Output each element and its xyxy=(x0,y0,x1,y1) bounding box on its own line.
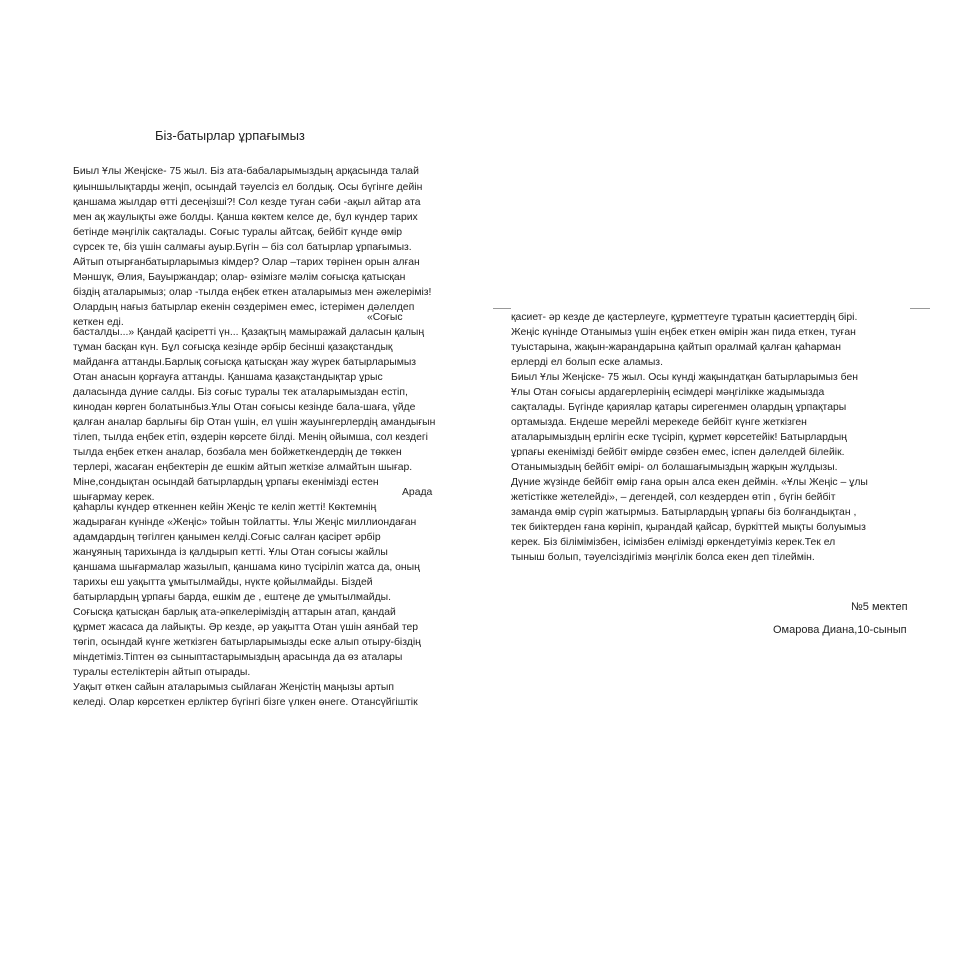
left-text-line: мен ақ жаулықты әже болды. Қанша көктем келсе де, бұл күндер тарих xyxy=(73,212,418,223)
left-text-line: Мәншүк, Әлия, Бауыржандар; олар- өзімізге мәлім соғысқа қатысқан xyxy=(73,272,406,283)
left-text-line: міндетіміз.Тіптен өз сыныптастарымыздың арасында да өз аталары xyxy=(73,652,403,663)
left-text-line: шығармау керек. xyxy=(73,492,155,503)
right-text-line: Дүние жүзінде бейбіт өмір ғана орын алса екен деймін. «Ұлы Жеңіс – ұлы xyxy=(511,477,868,488)
left-text-line: қаншама жылдар өтті десеңізші?! Сол кезде туған сәби -ақыл айтар ата xyxy=(73,197,421,208)
left-text-line: басталды...» Қандай қасіретті үн... Қазақтың мамыражай даласын қалың xyxy=(73,327,425,338)
left-text-line: Отан анасын қорғауға аттанды. Қаншама қазақстандықтар ұрыс xyxy=(73,372,383,383)
left-text-line: Айтып отырғанбатырларымыз кімдер? Олар –тарих төрінен орын алған xyxy=(73,257,420,268)
left-text-line: батырлардың ұрпағы барда, ешкім де , ештеңе де ұмытылмайды. xyxy=(73,592,392,603)
left-text-line: қаһарлы күндер өткеннен кейін Жеңіс те келіп жетті! Көктемнің xyxy=(73,502,377,513)
left-text-line: төгіп, осындай күнге жеткізген батырларымызды еске алып отыру-біздің xyxy=(73,637,421,648)
left-text-line: терлері, жасаған еңбектерін де ешкім айтып жеткізе алмайтын шығар. xyxy=(73,462,413,473)
page-title: Біз-батырлар ұрпағымыз xyxy=(155,128,305,143)
page-break-mark-right xyxy=(910,308,930,309)
right-text-line: Жеңіс күнінде Отанымыз үшін еңбек еткен өмірін жан пида еткен, туған xyxy=(511,327,856,338)
right-text-line: Ұлы Отан соғысы ардагерлерінің есімдері мәңгілікке жадымызда xyxy=(511,387,825,398)
left-text-line: құрмет жасаса да лайықты. Әр кезде, әр уақытта Отан үшін аянбай тер xyxy=(73,622,419,633)
right-text-line: тыныш болып, тәуелсіздігіміз мәңгілік болса екен деп тілеймін. xyxy=(511,552,815,563)
school-name: №5 мектеп xyxy=(851,601,908,613)
left-text-line: Уақыт өткен сайын аталарымыз сыйлаған Жеңістің маңызы артып xyxy=(73,682,394,693)
right-text-line: туыстарына, жақын-жарандарына қайтып оралмай қалған қаһарман xyxy=(511,342,841,353)
right-text-line: заманда өмір сүріп жатырмыз. Батырлардың ұрпағы біз болғандықтан , xyxy=(511,507,857,518)
left-text-line: адамдардың төгілген қанымен келді.Соғыс салған қасірет әрбір xyxy=(73,532,381,543)
right-text-line: Биыл Ұлы Жеңіске- 75 жыл. Осы күнді жақындатқан батырларымыз бен xyxy=(511,372,859,383)
left-text-line: қалған аналар барлығы бір Отан үшін, ел үшін жауынгерлердің амандығын xyxy=(73,417,436,428)
right-text-line: ұрпағы екенімізді бейбіт өмірде сөзбен емес, іспен дәлелдей білейік. xyxy=(511,447,845,458)
right-text-line: аталарымыздың ерлігін еске түсіріп, құрмет көрсетейік! Батырлардың xyxy=(511,432,847,443)
left-text-line: сүрсек те, біз үшін салмағы ауыр.Бүгін – біз сол батырлар ұрпағымыз. xyxy=(73,242,412,253)
page-break-mark-left xyxy=(493,308,511,309)
left-text-line: тылда еңбек еткен аналар, бозбала мен бойжеткендердің де төккен xyxy=(73,447,402,458)
left-text-line: келеді. Олар көрсеткен ерліктер бүгінгі бізге үлкен өнеге. Отансүйгіштік xyxy=(73,697,418,708)
left-text-line: кеткен еді. xyxy=(73,317,124,328)
left-text-line: қиыншылықтарды жеңіп, осындай тәуелсіз ел болдық. Осы бүгінге дейін xyxy=(73,182,423,193)
left-text-line: «Соғыс xyxy=(367,312,403,323)
left-text-line: тарихы еш уақытта ұмытылмайды, нүкте қойылмайды. Біздей xyxy=(73,577,373,588)
left-text-line: жадыраған күнінде «Жеңіс» тойын тойлатты. Ұлы Жеңіс миллиондаған xyxy=(73,517,417,528)
left-text-line: Биыл Ұлы Жеңіске- 75 жыл. Біз ата-бабаларымыздың арқасында талай xyxy=(73,166,419,177)
left-text-line: майданға аттанды.Барлық соғысқа қатысқан жау жүрек батырларымыз xyxy=(73,357,417,368)
right-text-line: Отанымыздың бейбіт өмірі- ол болашағымыздың жарқын жұлдызы. xyxy=(511,462,838,473)
left-text-line: кинодан көрген болатынбыз.Ұлы Отан соғысы кезінде бала-шаға, үйде xyxy=(73,402,416,413)
left-text-line: бетінде мәңгілік сақталады. Соғыс туралы айтсақ, бейбіт күнде өмір xyxy=(73,227,403,238)
left-text-line: қаншама шығармалар жазылып, қаншама кино түсіріліп жатса да, оның xyxy=(73,562,420,573)
right-text-line: қасиет- әр кезде де қастерлеуге, құрметтеуге тұратын қасиеттердің бірі. xyxy=(511,312,858,323)
right-text-line: сақталады. Бүгінде қариялар қатары сирегенмен олардың ұрпақтары xyxy=(511,402,847,413)
left-text-line: біздің аталарымыз; олар -тылда еңбек еткен аталарымыз мен әжелеріміз! xyxy=(73,287,432,298)
left-text-line: Арада xyxy=(402,487,433,498)
left-text-line: жанұяның тарихында із қалдырып кетті. Ұлы Отан соғысы жайлы xyxy=(73,547,388,558)
right-text-line: керек. Біз білімімізбен, ісімізбен елімізді өркендетуіміз керек.Тек ел xyxy=(511,537,836,548)
right-text-line: тек биіктерден ғана көрініп, қырандай қайсар, бүркіттей мықты болуымыз xyxy=(511,522,866,533)
author-name: Омарова Диана,10-сынып xyxy=(773,624,907,636)
left-text-line: Соғысқа қатысқан барлық ата-әпкелеріміздің аттарын атап, қандай xyxy=(73,607,396,618)
right-text-line: жетістікке жетелейді», – дегендей, сол кездерден өтіп , бүгін бейбіт xyxy=(511,492,836,503)
right-text-line: ортамызда. Ендеше мерейлі мерекеде бейбіт күнге жеткізген xyxy=(511,417,807,428)
left-text-line: Олардың нағыз батырлар екенін сөздерімен емес, істерімен дәлелдеп xyxy=(73,302,415,313)
right-text-line: ерлерді ел болып еске аламыз. xyxy=(511,357,663,368)
left-text-line: даласында дүние салды. Біз соғыс туралы тек аталарымыздан естіп, xyxy=(73,387,408,398)
left-text-line: тұман басқан күн. Бұл соғысқа кезінде әрбір бесінші қазақстандық xyxy=(73,342,393,353)
left-text-line: туралы естеліктерін айтып отырады. xyxy=(73,667,251,678)
left-text-line: Міне,сондықтан осындай батырлардың ұрпағы екенімізді естен xyxy=(73,477,379,488)
left-text-line: тілеп, тылда еңбек етіп, өздерін көрсете білді. Менің ойымша, сол кездегі xyxy=(73,432,428,443)
